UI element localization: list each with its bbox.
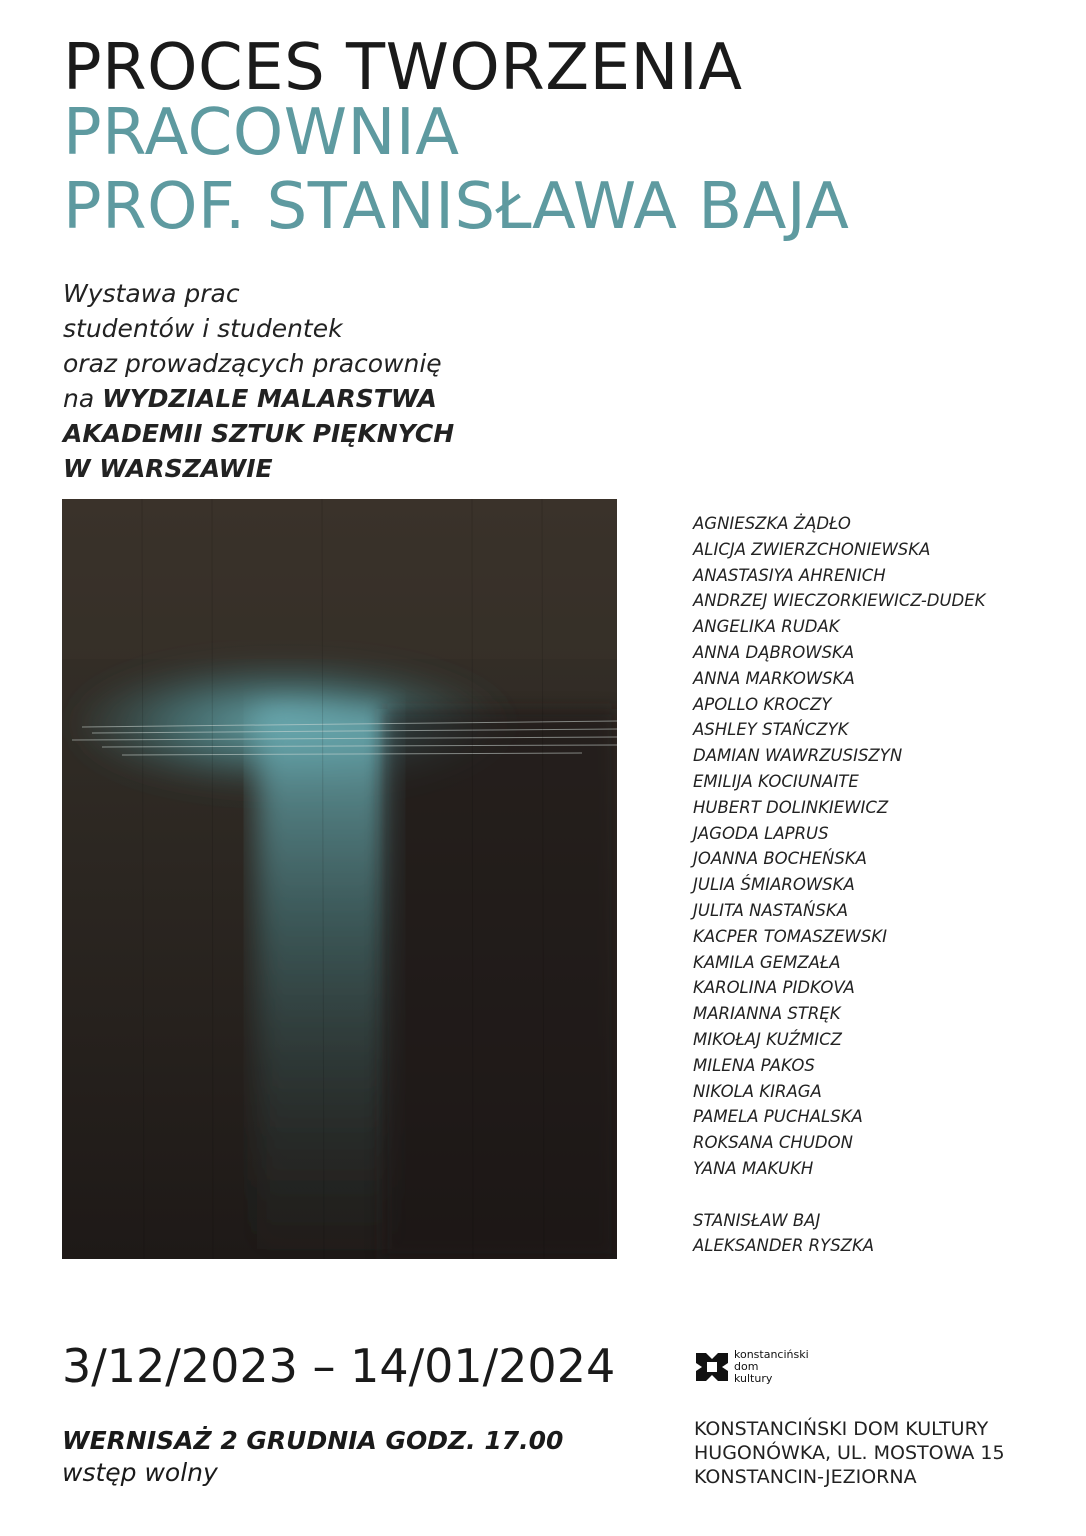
venue-line-2: HUGONÓWKA, UL. MOSTOWA 15: [694, 1442, 1005, 1464]
teacher-name: STANISŁAW BAJ: [693, 1210, 821, 1230]
subtitle-line-1: PRACOWNIA: [63, 96, 460, 170]
teacher-name: ALEKSANDER RYSZKA: [693, 1236, 875, 1256]
logo-line-3: kultury: [734, 1372, 773, 1385]
opening-info: [62, 1425, 563, 1489]
artist-name: MIKOŁAJ KUŹMICZ: [693, 1029, 842, 1049]
artist-name: APOLLO KROCZY: [693, 694, 832, 714]
intro-line-5: [63, 416, 454, 451]
venue-line-1: KONSTANCIŃSKI DOM KULTURY: [694, 1418, 989, 1440]
artist-name: ANGELIKA RUDAK: [693, 617, 840, 637]
artist-name: JULIA ŚMIAROWSKA: [693, 875, 855, 895]
intro-line-3: oraz prowadzących pracownię: [63, 349, 442, 378]
artist-name: ROKSANA CHUDON: [693, 1133, 853, 1153]
intro-line-4-prefix: na: [63, 384, 103, 413]
painting-image: [62, 499, 617, 1259]
artist-name: ASHLEY STAŃCZYK: [693, 720, 849, 740]
intro-line-6: [63, 451, 454, 486]
logo-line-1: konstanciński: [734, 1348, 809, 1361]
vernissage-line: [62, 1425, 563, 1457]
logo-line-2: dom: [734, 1360, 759, 1373]
artist-name: KACPER TOMASZEWSKI: [693, 926, 887, 946]
artist-name: DAMIAN WAWRZUSISZYN: [693, 746, 903, 766]
artist-name: JOANNA BOCHEŃSKA: [693, 849, 867, 869]
list-spacer: [693, 1182, 986, 1208]
intro-line-1: Wystawa prac: [63, 279, 240, 308]
venue-address: [694, 1417, 1005, 1489]
kdk-logo-text: [734, 1349, 809, 1385]
artist-name: KAMILA GEMZAŁA: [693, 952, 841, 972]
artist-name: ALICJA ZWIERZCHONIEWSKA: [693, 539, 931, 559]
artist-name: JAGODA LAPRUS: [693, 823, 829, 843]
artist-name: ANNA MARKOWSKA: [693, 668, 855, 688]
intro-line-2: studentów i studentek: [63, 314, 343, 343]
artist-name: MARIANNA STRĘK: [693, 1004, 841, 1024]
title: PROCES TWORZENIA: [63, 31, 743, 105]
artist-name: ANDRZEJ WIECZORKIEWICZ-DUDEK: [693, 591, 986, 611]
exhibition-dates: 3/12/2023 – 14/01/2024: [62, 1339, 616, 1393]
intro-line-4-bold: WYDZIALE MALARSTWA: [102, 384, 437, 413]
artist-name: ANNA DĄBROWSKA: [693, 642, 855, 662]
artist-name: JULITA NASTAŃSKA: [693, 900, 848, 920]
kdk-logo-mark-icon: [694, 1349, 730, 1385]
artist-name: AGNIESZKA ŻĄDŁO: [693, 514, 851, 533]
exhibition-description: [63, 276, 454, 486]
intro-line-5-bold: AKADEMII SZTUK PIĘKNYCH: [63, 419, 455, 448]
venue-line-3: KONSTANCIN-JEZIORNA: [694, 1466, 917, 1488]
entry-info: wstęp wolny: [62, 1458, 218, 1487]
kdk-logo: [694, 1347, 854, 1387]
artist-name: EMILIJA KOCIUNAITE: [693, 771, 859, 791]
vernissage-text: WERNISAŻ 2 GRUDNIA GODZ. 17.00: [62, 1426, 564, 1455]
artist-name: ANASTASIYA AHRENICH: [693, 565, 886, 585]
artist-name: KAROLINA PIDKOVA: [693, 978, 855, 998]
artist-name: NIKOLA KIRAGA: [693, 1081, 822, 1101]
artist-name: HUBERT DOLINKIEWICZ: [693, 797, 889, 817]
artist-name: YANA MAKUKH: [693, 1158, 814, 1178]
artist-name: PAMELA PUCHALSKA: [693, 1107, 863, 1127]
subtitle-line-2: PROF. STANISŁAWA BAJA: [63, 170, 850, 244]
artist-name: MILENA PAKOS: [693, 1055, 815, 1075]
intro-line-6-bold: W WARSZAWIE: [63, 454, 273, 483]
intro-line-4: [63, 381, 454, 416]
artist-list: [693, 511, 986, 1259]
